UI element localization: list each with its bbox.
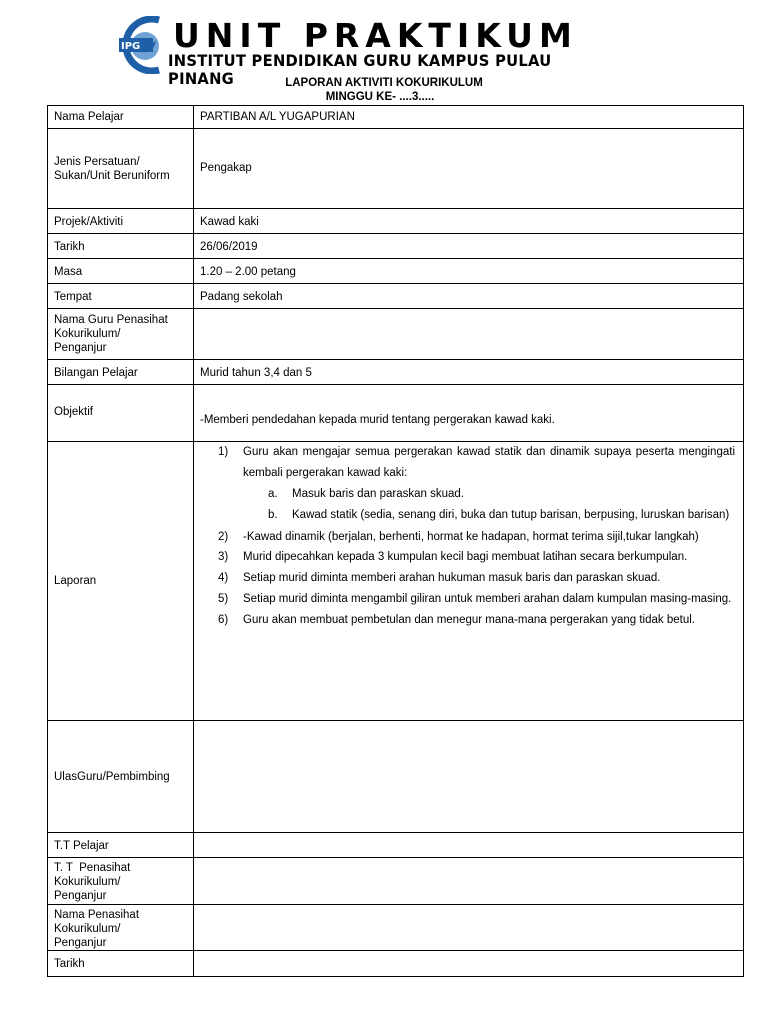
label-guru-line3: Penganjur bbox=[54, 342, 107, 354]
row-ulasan bbox=[48, 721, 744, 833]
label-guru-line2: Kokurikulum/ bbox=[54, 328, 121, 340]
laporan-subitem-b bbox=[194, 505, 743, 526]
laporan-subitem-a-text: Masuk baris dan paraskan skuad. bbox=[292, 488, 464, 500]
value-nama-penasihat bbox=[194, 905, 744, 951]
laporan-item-1-num: 1) bbox=[218, 446, 229, 458]
row-projek bbox=[48, 209, 744, 234]
report-week: MINGGU KE- ....3..... bbox=[325, 91, 435, 103]
value-laporan bbox=[194, 442, 744, 721]
laporan-item-5 bbox=[194, 589, 743, 610]
value-bilangan: Murid tahun 3,4 dan 5 bbox=[194, 360, 744, 385]
laporan-item-2-num: 2) bbox=[218, 531, 229, 543]
label-laporan: Laporan bbox=[48, 442, 194, 721]
label-nama-penasihat-line3: Penganjur bbox=[54, 937, 107, 949]
label-nama-penasihat-line2: Kokurikulum/ bbox=[54, 923, 121, 935]
value-ulasan bbox=[194, 721, 744, 833]
value-tempat: Padang sekolah bbox=[194, 284, 744, 309]
value-tarikh: 26/06/2019 bbox=[194, 234, 744, 259]
label-bilangan: Bilangan Pelajar bbox=[48, 360, 194, 385]
label-objektif: Objektif bbox=[48, 385, 194, 442]
label-tt-penasihat-line2: Kokurikulum/ bbox=[54, 876, 121, 888]
label-nama-penasihat bbox=[48, 905, 194, 951]
laporan-list bbox=[194, 442, 743, 631]
laporan-item-2-text: -Kawad dinamik (berjalan, berhenti, hormat ke hadapan, hormat terima sijil,tukar langkah) bbox=[243, 531, 699, 543]
label-tarikh: Tarikh bbox=[48, 234, 194, 259]
laporan-item-1 bbox=[194, 442, 743, 484]
laporan-subitem-b-num: b. bbox=[268, 509, 278, 521]
value-jenis: Pengakap bbox=[194, 129, 744, 209]
laporan-item-4-text: Setiap murid diminta memberi arahan hukuman masuk baris dan paraskan skuad. bbox=[243, 572, 661, 584]
label-nama-pelajar: Nama Pelajar bbox=[48, 106, 194, 129]
label-nama-penasihat-line1: Nama Penasihat bbox=[54, 909, 140, 921]
label-tempat: Tempat bbox=[48, 284, 194, 309]
value-objektif: -Memberi pendedahan kepada murid tentang pergerakan kawad kaki. bbox=[194, 385, 744, 442]
laporan-item-6-num: 6) bbox=[218, 614, 229, 626]
row-objektif bbox=[48, 385, 744, 442]
laporan-item-3-num: 3) bbox=[218, 551, 229, 563]
value-projek: Kawad kaki bbox=[194, 209, 744, 234]
laporan-item-3 bbox=[194, 547, 743, 568]
label-jenis-line1: Jenis Persatuan/ bbox=[54, 156, 140, 168]
value-masa: 1.20 – 2.00 petang bbox=[194, 259, 744, 284]
row-jenis bbox=[48, 129, 744, 209]
laporan-item-4 bbox=[194, 568, 743, 589]
row-bilangan bbox=[48, 360, 744, 385]
label-masa: Masa bbox=[48, 259, 194, 284]
laporan-subitem-a bbox=[194, 484, 743, 505]
row-nama-penasihat bbox=[48, 905, 744, 951]
label-projek: Projek/Aktiviti bbox=[48, 209, 194, 234]
laporan-item-5-text: Setiap murid diminta mengambil giliran untuk memberi arahan dalam kumpulan masing-masing. bbox=[243, 593, 732, 605]
value-tt-pelajar bbox=[194, 833, 744, 858]
label-tt-pelajar: T.T Pelajar bbox=[48, 833, 194, 858]
row-masa bbox=[48, 259, 744, 284]
laporan-item-3-text: Murid dipecahkan kepada 3 kumpulan kecil bagi membuat latihan secara berkumpulan. bbox=[243, 551, 688, 563]
row-guru bbox=[48, 309, 744, 360]
label-guru-line1: Nama Guru Penasihat bbox=[54, 314, 168, 326]
value-nama-pelajar: PARTIBAN A/L YUGAPURIAN bbox=[194, 106, 744, 129]
banner-title: UNIT PRAKTIKUM bbox=[173, 16, 578, 55]
laporan-subitem-a-num: a. bbox=[268, 488, 278, 500]
row-laporan bbox=[48, 442, 744, 721]
label-ulasan: UlasGuru/Pembimbing bbox=[48, 721, 194, 833]
label-tt-penasihat-line1: T. T Penasihat bbox=[54, 862, 131, 874]
value-guru bbox=[194, 309, 744, 360]
label-tt-penasihat-line3: Penganjur bbox=[54, 890, 107, 902]
laporan-item-2 bbox=[194, 526, 743, 547]
label-tt-penasihat bbox=[48, 858, 194, 905]
report-form-table bbox=[47, 105, 744, 977]
laporan-subitem-b-text: Kawad statik (sedia, senang diri, buka dan tutup barisan, berpusing, luruskan barisan) bbox=[292, 509, 730, 521]
row-tarikh-akhir bbox=[48, 951, 744, 977]
label-jenis-line2: Sukan/Unit Beruniform bbox=[54, 170, 170, 182]
row-tempat bbox=[48, 284, 744, 309]
label-jenis bbox=[48, 129, 194, 209]
laporan-item-4-num: 4) bbox=[218, 572, 229, 584]
report-title: LAPORAN AKTIVITI KOKURIKULUM bbox=[285, 77, 483, 89]
logo-text: IPG bbox=[121, 41, 141, 52]
laporan-item-1-text: Guru akan mengajar semua pergerakan kawad statik dan dinamik supaya peserta mengingati kembali pergerakan kawad kaki: bbox=[243, 446, 735, 479]
row-nama-pelajar bbox=[48, 106, 744, 129]
label-guru bbox=[48, 309, 194, 360]
value-tarikh-akhir bbox=[194, 951, 744, 977]
laporan-item-6 bbox=[194, 610, 743, 631]
row-tt-penasihat bbox=[48, 858, 744, 905]
value-tt-penasihat bbox=[194, 858, 744, 905]
row-tt-pelajar bbox=[48, 833, 744, 858]
banner-subtitle: INSTITUT PENDIDIKAN GURU KAMPUS PULAU PINANG bbox=[168, 51, 552, 88]
laporan-item-5-num: 5) bbox=[218, 593, 229, 605]
row-tarikh bbox=[48, 234, 744, 259]
label-tarikh-akhir: Tarikh bbox=[48, 951, 194, 977]
laporan-item-6-text: Guru akan membuat pembetulan dan menegur mana-mana pergerakan yang tidak betul. bbox=[243, 614, 695, 626]
